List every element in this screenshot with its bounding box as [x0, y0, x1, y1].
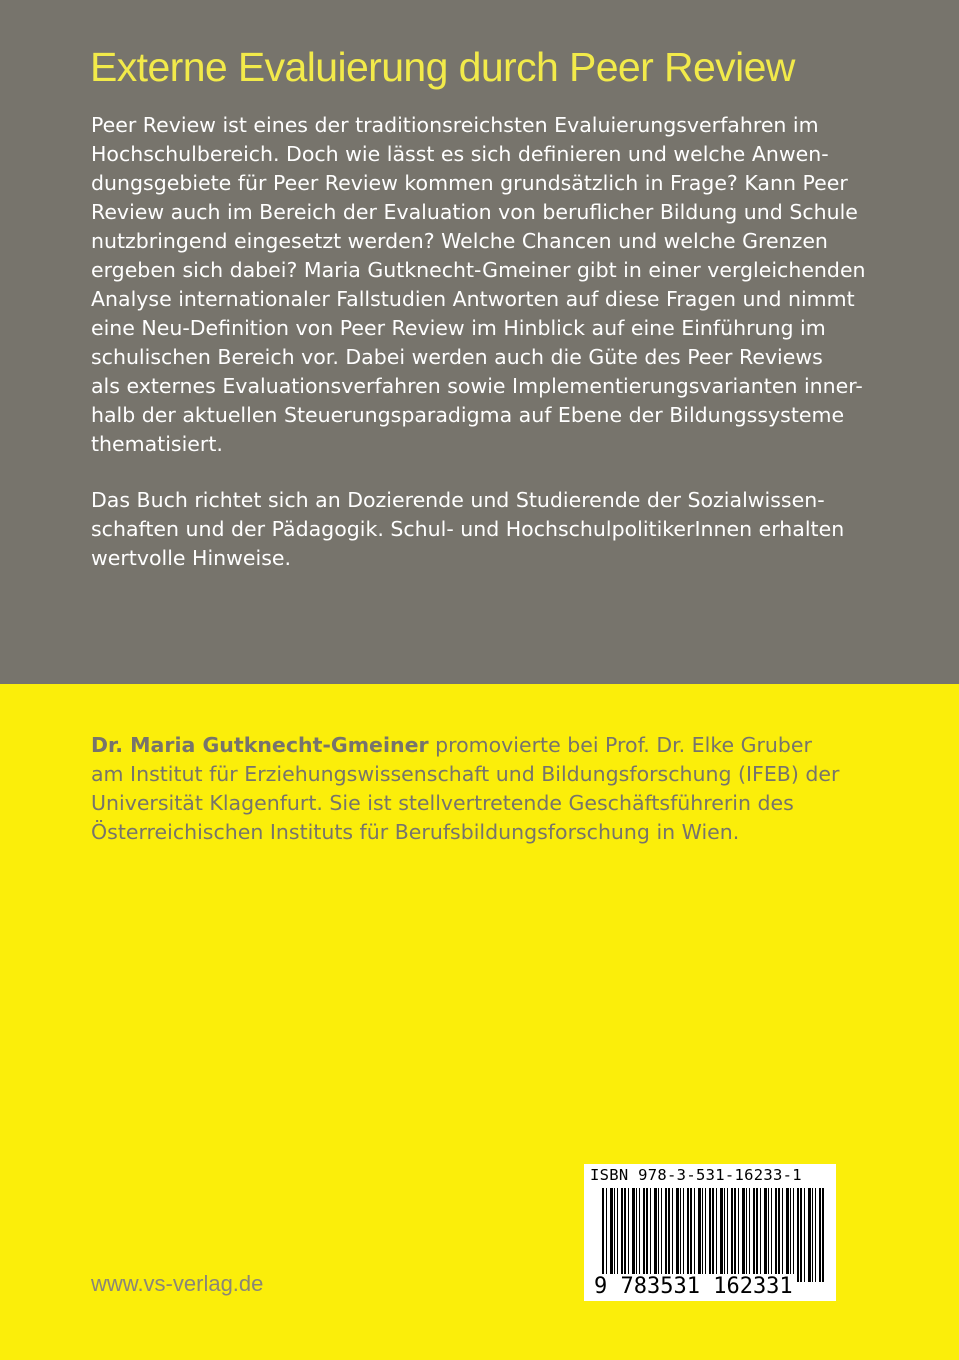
description-line: halb der aktuellen Steuerungsparadigma auf Ebene der Bildungssysteme [91, 403, 845, 427]
author-bio-line: am Institut für Erziehungswissenschaft und Bildungsforschung (IFEB) der [91, 762, 840, 786]
author-bio-text: promovierte bei Prof. Dr. Elke Gruber [428, 733, 812, 757]
ean-digits: 9 783531 162331 [594, 1274, 793, 1299]
description-line: Review auch im Bereich der Evaluation von beruflicher Bildung und Schule [91, 200, 858, 224]
description-line: thematisiert. [91, 432, 223, 456]
description-line: Analyse internationaler Fallstudien Antworten auf diese Fragen und nimmt [91, 287, 855, 311]
publisher-website: www.vs-verlag.de [91, 1271, 264, 1296]
author-bio-line: Universität Klagenfurt. Sie ist stellvertretende Geschäftsführerin des [91, 791, 794, 815]
description-line: dungsgebiete für Peer Review kommen grundsätzlich in Frage? Kann Peer [91, 171, 848, 195]
isbn-label: ISBN 978-3-531-16233-1 [590, 1166, 802, 1184]
author-bio-line: Österreichischen Instituts für Berufsbildungsforschung in Wien. [91, 820, 740, 844]
description-line: Hochschulbereich. Doch wie lässt es sich definieren und welche Anwen- [91, 142, 829, 166]
audience-line: Das Buch richtet sich an Dozierende und Studierende der Sozialwissen- [91, 488, 825, 512]
audience-line: schaften und der Pädagogik. Schul- und HochschulpolitikerInnen erhalten [91, 517, 845, 541]
description-paragraph [91, 111, 866, 459]
description-line: nutzbringend eingesetzt werden? Welche Chancen und welche Grenzen [91, 229, 828, 253]
audience-paragraph [91, 486, 844, 573]
author-bio-first-line [91, 731, 839, 760]
author-name: Dr. Maria Gutknecht-Gmeiner [91, 733, 429, 757]
description-line: eine Neu-Definition von Peer Review im Hinblick auf eine Einführung im [91, 316, 826, 340]
author-bio [91, 731, 839, 847]
audience-line: wertvolle Hinweise. [91, 546, 292, 570]
book-title: Externe Evaluierung durch Peer Review [90, 44, 795, 90]
description-line: Peer Review ist eines der traditionsreichsten Evaluierungsverfahren im [91, 113, 819, 137]
description-line: ergeben sich dabei? Maria Gutknecht-Gmeiner gibt in einer vergleichenden [91, 258, 866, 282]
isbn-barcode [584, 1164, 836, 1301]
description-line: als externes Evaluationsverfahren sowie Implementierungsvarianten inner- [91, 374, 863, 398]
description-line: schulischen Bereich vor. Dabei werden auch die Güte des Peer Reviews [91, 345, 823, 369]
barcode-bars [602, 1188, 824, 1282]
